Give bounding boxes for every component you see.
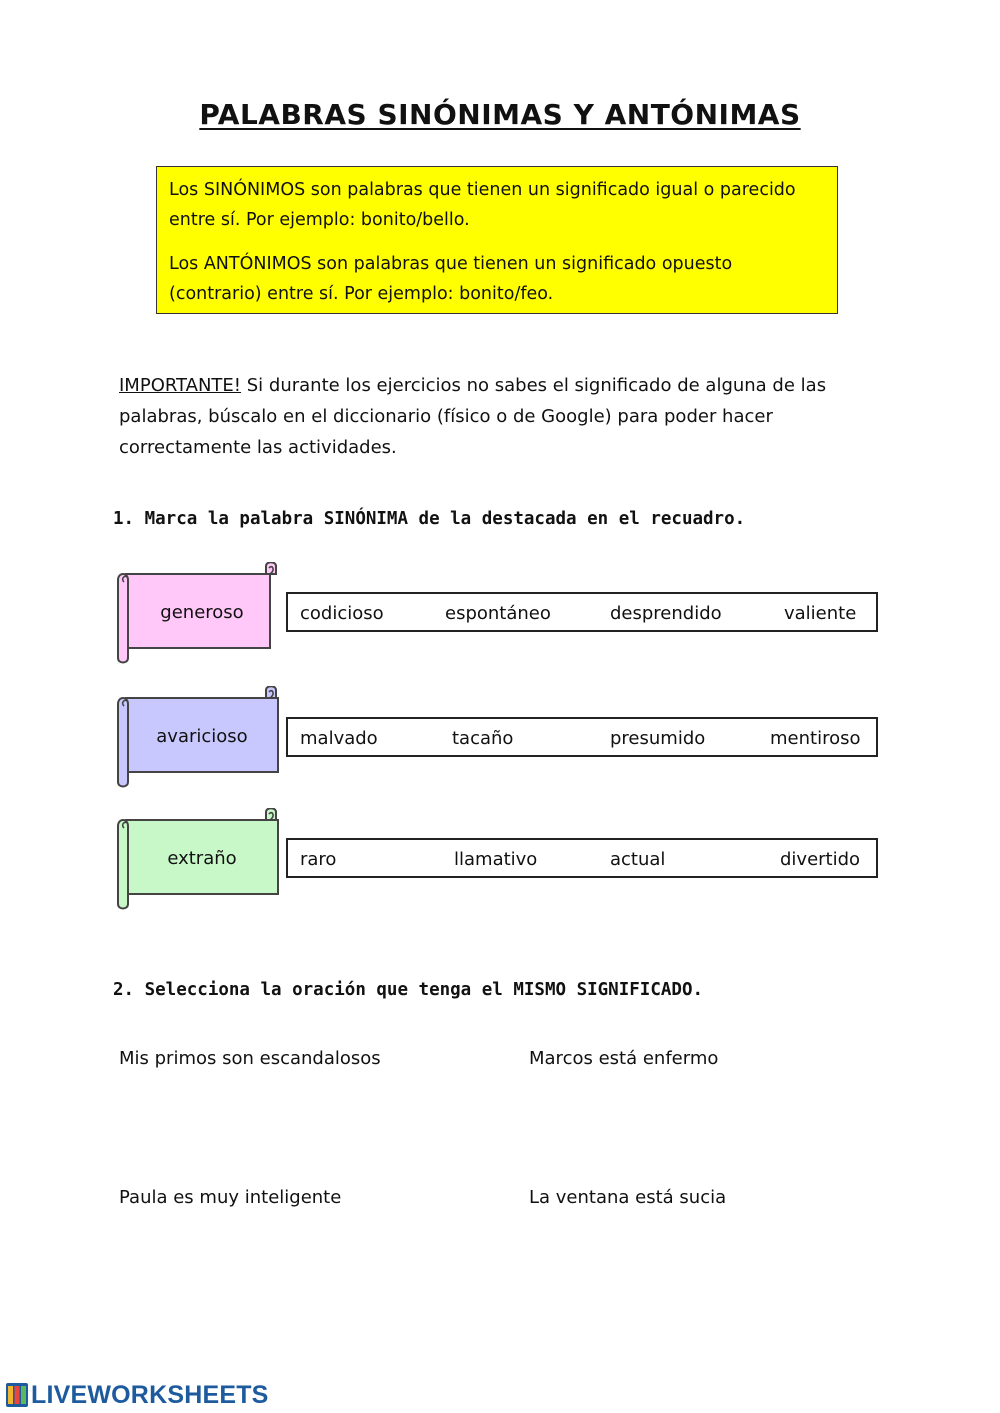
antonyms-definition: Los ANTÓNIMOS son palabras que tienen un significado opuesto (contrario) entre sí. Por ejemplo: bonito/feo. (169, 254, 733, 304)
option-word[interactable]: raro (300, 849, 337, 870)
liveworksheets-logo-icon (6, 1383, 28, 1407)
important-text: Si durante los ejercicios no sabes el significado de alguna de las palabras, búscalo en el diccionario (físico o de Google) para poder hacer correctamente las actividades. (119, 375, 827, 458)
synonyms-definition: Los SINÓNIMOS son palabras que tienen un significado igual o parecido entre sí. Por ejemplo: bonito/bello. (169, 180, 796, 230)
sentence-option[interactable]: Mis primos son escandalosos (119, 1048, 381, 1069)
sentence-option[interactable]: Marcos está enfermo (529, 1048, 719, 1069)
option-word[interactable]: espontáneo (445, 603, 551, 624)
key-word: generoso (160, 602, 244, 623)
option-word[interactable]: mentiroso (770, 728, 861, 749)
option-word[interactable]: divertido (780, 849, 861, 870)
footer-brand (6, 1382, 269, 1408)
option-word[interactable]: actual (610, 849, 666, 870)
footer-brand-text: LIVEWORKSHEETS (31, 1380, 269, 1409)
option-word[interactable]: codicioso (300, 603, 384, 624)
key-word: avaricioso (156, 726, 248, 747)
page-title: PALABRAS SINÓNIMAS Y ANTÓNIMAS (199, 98, 801, 131)
option-word[interactable]: malvado (300, 728, 378, 749)
key-word: extraño (167, 848, 237, 869)
option-word[interactable]: desprendido (610, 603, 722, 624)
options-box (286, 717, 878, 757)
option-word[interactable]: presumido (610, 728, 706, 749)
scroll-banner-extrano (112, 808, 282, 912)
scroll-banner-generoso (112, 562, 282, 666)
options-box (286, 592, 878, 632)
scroll-banner-avaricioso (112, 686, 282, 790)
option-word[interactable]: llamativo (454, 849, 538, 870)
sentence-option[interactable]: Paula es muy inteligente (119, 1187, 342, 1208)
exercise2-instruction: 2. Selecciona la oración que tenga el MISMO SIGNIFICADO. (113, 980, 704, 1000)
option-word[interactable]: tacaño (452, 728, 514, 749)
sentence-option[interactable]: La ventana está sucia (529, 1187, 727, 1208)
important-note (119, 370, 889, 463)
definitions-box (156, 166, 838, 314)
options-box (286, 838, 878, 878)
option-word[interactable]: valiente (784, 603, 857, 624)
exercise1-instruction: 1. Marca la palabra SINÓNIMA de la destacada en el recuadro. (113, 509, 746, 529)
important-label: IMPORTANTE! (119, 375, 242, 396)
